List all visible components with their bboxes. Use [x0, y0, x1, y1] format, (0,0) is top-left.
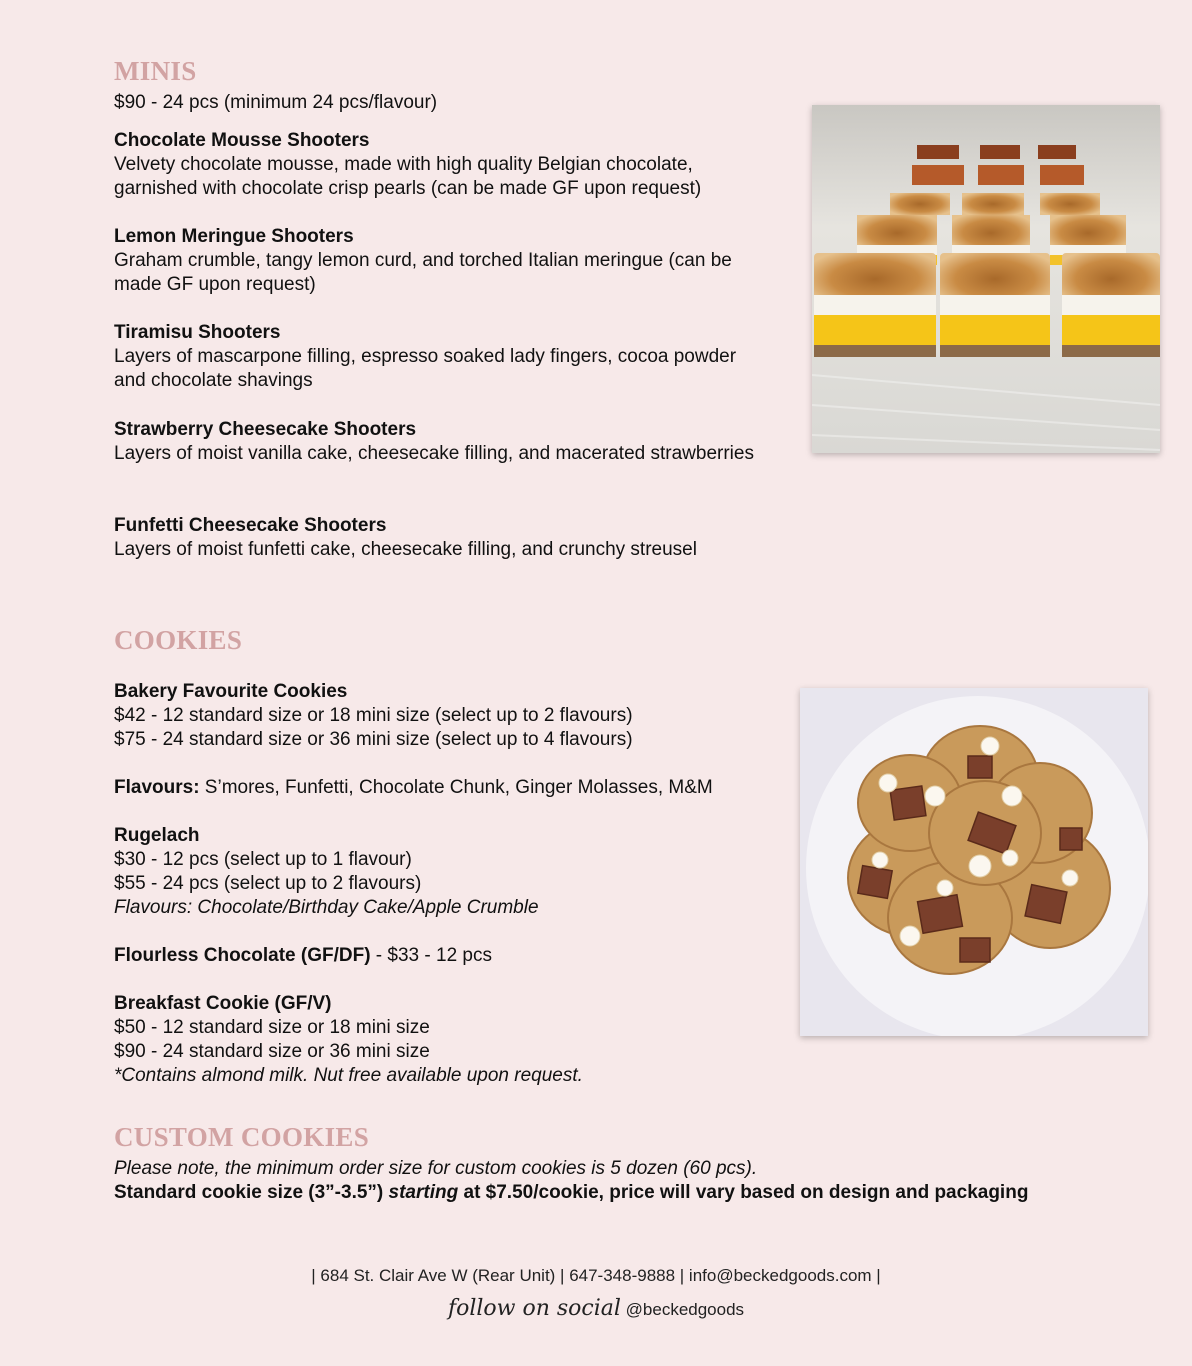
- flavours-text: S’mores, Funfetti, Chocolate Chunk, Ginger Molasses, M&M: [199, 777, 713, 798]
- custom-size-suffix: at $7.50/cookie, price will vary based on design and packaging: [458, 1182, 1029, 1203]
- item-name: Strawberry Cheesecake Shooters: [114, 419, 417, 440]
- item-desc: Layers of moist vanilla cake, cheesecake filling, and macerated strawberries: [114, 443, 754, 464]
- flavours-line: [114, 776, 713, 800]
- menu-item: [114, 418, 764, 466]
- item-desc: Layers of mascarpone filling, espresso soaked lady fingers, cocoa powder and chocolate shavings: [114, 346, 737, 391]
- minis-price: $90 - 24 pcs (minimum 24 pcs/flavour): [114, 92, 438, 113]
- custom-cookies-title: CUSTOM COOKIES: [114, 1122, 370, 1152]
- cookies-title: COOKIES: [114, 625, 243, 655]
- item-price: $42 - 12 standard size or 18 mini size (select up to 2 flavours): [114, 705, 633, 726]
- flavours-label: Flavours:: [114, 777, 200, 798]
- bakery-favourite-block: [114, 680, 764, 752]
- footer-contact: | 684 St. Clair Ave W (Rear Unit) | 647-348-9888 | info@beckedgoods.com |: [311, 1266, 881, 1285]
- custom-note: Please note, the minimum order size for custom cookies is 5 dozen (60 pcs).: [114, 1158, 758, 1179]
- custom-size-line: [114, 1181, 1028, 1205]
- social-handle[interactable]: @beckedgoods: [625, 1300, 745, 1319]
- shooters-photo: [812, 105, 1160, 453]
- item-name: Tiramisu Shooters: [114, 322, 281, 343]
- item-name: Lemon Meringue Shooters: [114, 226, 354, 247]
- item-price: $55 - 24 pcs (select up to 2 flavours): [114, 873, 422, 894]
- item-price: - $33 - 12 pcs: [370, 945, 492, 966]
- custom-size-prefix: Standard cookie size (3”-3.5”): [114, 1182, 389, 1203]
- item-name: Bakery Favourite Cookies: [114, 681, 348, 702]
- menu-item: [114, 225, 764, 297]
- item-price: $50 - 12 standard size or 18 mini size: [114, 1017, 430, 1038]
- item-price: $30 - 12 pcs (select up to 1 flavour): [114, 849, 412, 870]
- item-name: Breakfast Cookie (GF/V): [114, 993, 332, 1014]
- menu-item: [114, 321, 764, 393]
- rugelach-block: [114, 824, 764, 920]
- menu-item: [114, 514, 764, 562]
- menu-item: [114, 129, 764, 201]
- minis-title: MINIS: [114, 56, 197, 86]
- item-price: $90 - 24 standard size or 36 mini size: [114, 1041, 430, 1062]
- cookies-photo-image: [800, 688, 1148, 1036]
- breakfast-block: [114, 992, 764, 1088]
- item-name: Flourless Chocolate (GF/DF): [114, 945, 371, 966]
- item-note: *Contains almond milk. Nut free available upon request.: [114, 1065, 583, 1086]
- item-desc: Graham crumble, tangy lemon curd, and torched Italian meringue (can be made GF upon request): [114, 250, 732, 295]
- footer-social: [0, 1296, 1192, 1321]
- item-name: Chocolate Mousse Shooters: [114, 130, 370, 151]
- social-script-text: follow on social: [447, 1296, 621, 1321]
- item-desc: Layers of moist funfetti cake, cheesecake filling, and crunchy streusel: [114, 539, 697, 560]
- cookies-photo: [800, 688, 1148, 1036]
- shooters-photo-image: [812, 105, 1160, 453]
- item-price: $75 - 24 standard size or 36 mini size (select up to 4 flavours): [114, 729, 633, 750]
- item-desc: Velvety chocolate mousse, made with high quality Belgian chocolate, garnished with chocolate crisp pearls (can be made GF upon request): [114, 154, 702, 199]
- custom-size-starting: starting: [388, 1182, 459, 1203]
- item-name: Funfetti Cheesecake Shooters: [114, 515, 387, 536]
- flourless-line: [114, 944, 492, 968]
- item-name: Rugelach: [114, 825, 200, 846]
- item-flavours: Flavours: Chocolate/Birthday Cake/Apple Crumble: [114, 897, 539, 918]
